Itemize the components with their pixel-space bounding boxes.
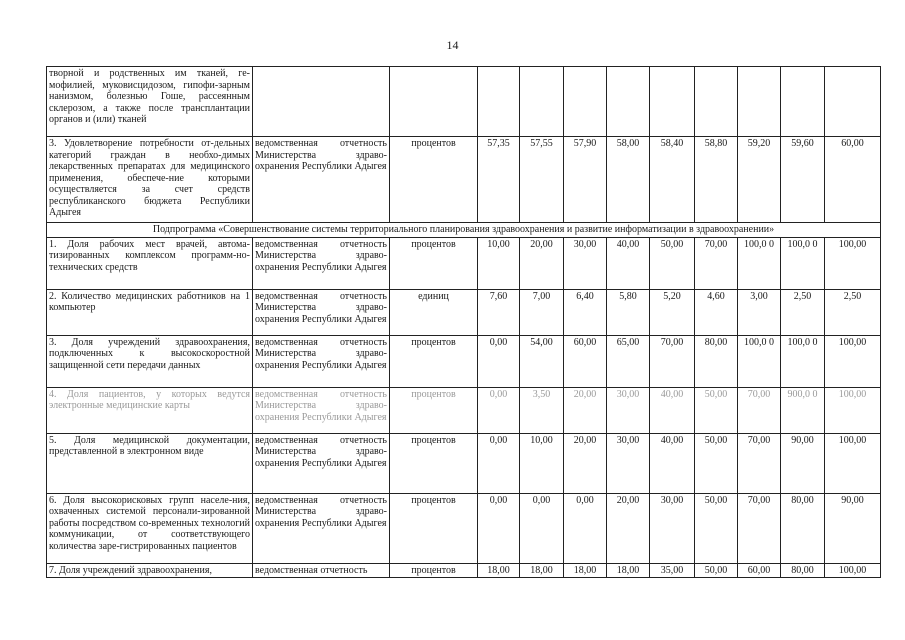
indicator-value: 58,00 — [607, 137, 650, 223]
indicator-value: 50,00 — [695, 387, 738, 433]
indicator-value — [738, 67, 781, 137]
indicator-value: 70,00 — [738, 387, 781, 433]
indicator-value: 5,80 — [607, 289, 650, 335]
indicator-source: ведомственная отчетность Министерства здраво-охранения Республики Адыгея — [253, 493, 390, 563]
indicator-value: 18,00 — [478, 563, 520, 578]
indicator-unit: процентов — [390, 335, 478, 387]
indicator-value: 80,00 — [695, 335, 738, 387]
indicator-value: 50,00 — [695, 563, 738, 578]
indicator-source: ведомственная отчетность Министерства здраво-охранения Республики Адыгея — [253, 289, 390, 335]
indicator-value: 30,00 — [607, 387, 650, 433]
indicator-value: 59,60 — [781, 137, 825, 223]
indicator-value: 100,0 0 — [738, 237, 781, 289]
indicator-value: 40,00 — [650, 433, 695, 493]
indicator-value — [695, 67, 738, 137]
indicator-value: 0,00 — [478, 335, 520, 387]
indicator-value — [781, 67, 825, 137]
table-row — [47, 387, 881, 433]
indicator-unit: процентов — [390, 387, 478, 433]
indicator-value: 10,00 — [478, 237, 520, 289]
indicator-value: 58,80 — [695, 137, 738, 223]
indicator-name: 6. Доля высокорисковых групп населе-ния, охваченных системой персонали-зированной работы посредством со-временных технологий коммуникации, от соответствующего количества заре-гистрированных пациентов — [47, 493, 253, 563]
indicator-value: 2,50 — [825, 289, 881, 335]
indicator-value: 20,00 — [564, 387, 607, 433]
indicator-value: 58,40 — [650, 137, 695, 223]
indicator-value — [825, 67, 881, 137]
indicator-value: 18,00 — [607, 563, 650, 578]
indicator-name: 4. Доля пациентов, у которых ведутся электронные медицинские карты — [47, 387, 253, 433]
indicator-value: 50,00 — [650, 237, 695, 289]
indicator-value: 57,35 — [478, 137, 520, 223]
indicator-value: 57,55 — [520, 137, 564, 223]
indicator-value: 100,00 — [825, 387, 881, 433]
indicator-value: 100,0 0 — [738, 335, 781, 387]
indicator-value: 20,00 — [520, 237, 564, 289]
indicator-value: 70,00 — [650, 335, 695, 387]
indicator-value: 30,00 — [650, 493, 695, 563]
indicator-unit: процентов — [390, 137, 478, 223]
indicator-value: 60,00 — [825, 137, 881, 223]
indicator-value: 3,00 — [738, 289, 781, 335]
indicator-value — [478, 67, 520, 137]
indicator-source: ведомственная отчетность — [253, 563, 390, 578]
table-row — [47, 563, 881, 578]
indicator-value: 2,50 — [781, 289, 825, 335]
indicator-unit: процентов — [390, 433, 478, 493]
indicator-value: 80,00 — [781, 493, 825, 563]
indicator-value: 100,00 — [825, 335, 881, 387]
indicator-unit: процентов — [390, 493, 478, 563]
page-number: 14 — [446, 38, 459, 52]
indicator-source: ведомственная отчетность Министерства здраво-охранения Республики Адыгея — [253, 137, 390, 223]
table-row — [47, 335, 881, 387]
indicator-value: 0,00 — [520, 493, 564, 563]
indicator-name: 3. Удовлетворение потребности от-дельных категорий граждан в необхо-димых лекарственных препаратах для медицинского применения, обеспече-ние которыми осуществляется за счет средств республиканского бюджета Республики Адыгея — [47, 137, 253, 223]
indicator-value: 90,00 — [825, 493, 881, 563]
indicator-name: 2. Количество медицинских работников на 1 компьютер — [47, 289, 253, 335]
indicator-value: 7,00 — [520, 289, 564, 335]
indicator-value: 90,00 — [781, 433, 825, 493]
indicator-value: 60,00 — [738, 563, 781, 578]
indicator-value: 18,00 — [564, 563, 607, 578]
indicator-name: 3. Доля учреждений здравоохранения, подключенных к высокоскоростной защищенной сети передачи данных — [47, 335, 253, 387]
indicator-value: 57,90 — [564, 137, 607, 223]
indicator-value: 40,00 — [607, 237, 650, 289]
indicator-value: 50,00 — [695, 433, 738, 493]
indicator-name: 1. Доля рабочих мест врачей, автома-тизированных комплексом программ-но-технических средств — [47, 237, 253, 289]
indicator-value: 18,00 — [520, 563, 564, 578]
table-row — [47, 493, 881, 563]
indicator-value: 0,00 — [564, 493, 607, 563]
table-row — [47, 433, 881, 493]
indicator-value: 0,00 — [478, 433, 520, 493]
indicator-value: 10,00 — [520, 433, 564, 493]
indicator-unit: процентов — [390, 237, 478, 289]
table-row — [47, 137, 881, 223]
indicator-value: 6,40 — [564, 289, 607, 335]
indicator-value: 0,00 — [478, 493, 520, 563]
subprogram-title: Подпрограмма «Совершенствование системы территориального планирования здравоохранения и развитие информатизации в здравоохранении» — [47, 223, 881, 238]
indicator-value: 100,00 — [825, 237, 881, 289]
table-row — [47, 289, 881, 335]
indicator-value: 100,0 0 — [781, 237, 825, 289]
indicator-value: 7,60 — [478, 289, 520, 335]
indicator-value: 30,00 — [607, 433, 650, 493]
indicator-unit: процентов — [390, 563, 478, 578]
indicator-value: 100,00 — [825, 563, 881, 578]
indicator-value: 70,00 — [738, 433, 781, 493]
indicator-value: 4,60 — [695, 289, 738, 335]
indicator-value: 70,00 — [695, 237, 738, 289]
indicator-value: 20,00 — [564, 433, 607, 493]
indicator-value: 80,00 — [781, 563, 825, 578]
indicator-value — [520, 67, 564, 137]
subprogram-header-row — [47, 223, 881, 238]
indicator-name: 5. Доля медицинской документации, представленной в электронном виде — [47, 433, 253, 493]
indicator-source — [253, 67, 390, 137]
indicator-unit: единиц — [390, 289, 478, 335]
indicator-source: ведомственная отчетность Министерства здраво-охранения Республики Адыгея — [253, 237, 390, 289]
indicator-value: 900,0 0 — [781, 387, 825, 433]
indicator-value: 100,00 — [825, 433, 881, 493]
indicator-source: ведомственная отчетность Министерства здраво-охранения Республики Адыгея — [253, 433, 390, 493]
indicator-value: 5,20 — [650, 289, 695, 335]
indicator-value: 0,00 — [478, 387, 520, 433]
indicator-source: ведомственная отчетность Министерства здраво-охранения Республики Адыгея — [253, 387, 390, 433]
table-body — [47, 67, 881, 578]
indicator-name: творной и родственных им тканей, ге-мофилией, муковисцидозом, гипофи-зарным нанизмом, болезнью Гоше, рассеянным склерозом, а также после трансплантации органов и (или) тканей — [47, 67, 253, 137]
indicator-value: 35,00 — [650, 563, 695, 578]
indicator-value — [564, 67, 607, 137]
indicator-value: 20,00 — [607, 493, 650, 563]
indicator-value: 40,00 — [650, 387, 695, 433]
table-row — [47, 237, 881, 289]
indicator-value: 54,00 — [520, 335, 564, 387]
indicator-unit — [390, 67, 478, 137]
indicator-value: 50,00 — [695, 493, 738, 563]
indicator-value: 59,20 — [738, 137, 781, 223]
indicator-value: 3,50 — [520, 387, 564, 433]
indicator-value — [650, 67, 695, 137]
indicator-value: 30,00 — [564, 237, 607, 289]
indicator-source: ведомственная отчетность Министерства здраво-охранения Республики Адыгея — [253, 335, 390, 387]
indicator-value: 60,00 — [564, 335, 607, 387]
table-row — [47, 67, 881, 137]
indicator-value: 65,00 — [607, 335, 650, 387]
indicator-value: 100,0 0 — [781, 335, 825, 387]
indicators-table — [46, 66, 881, 578]
indicator-value: 70,00 — [738, 493, 781, 563]
indicator-name: 7. Доля учреждений здравоохранения, — [47, 563, 253, 578]
indicator-value — [607, 67, 650, 137]
